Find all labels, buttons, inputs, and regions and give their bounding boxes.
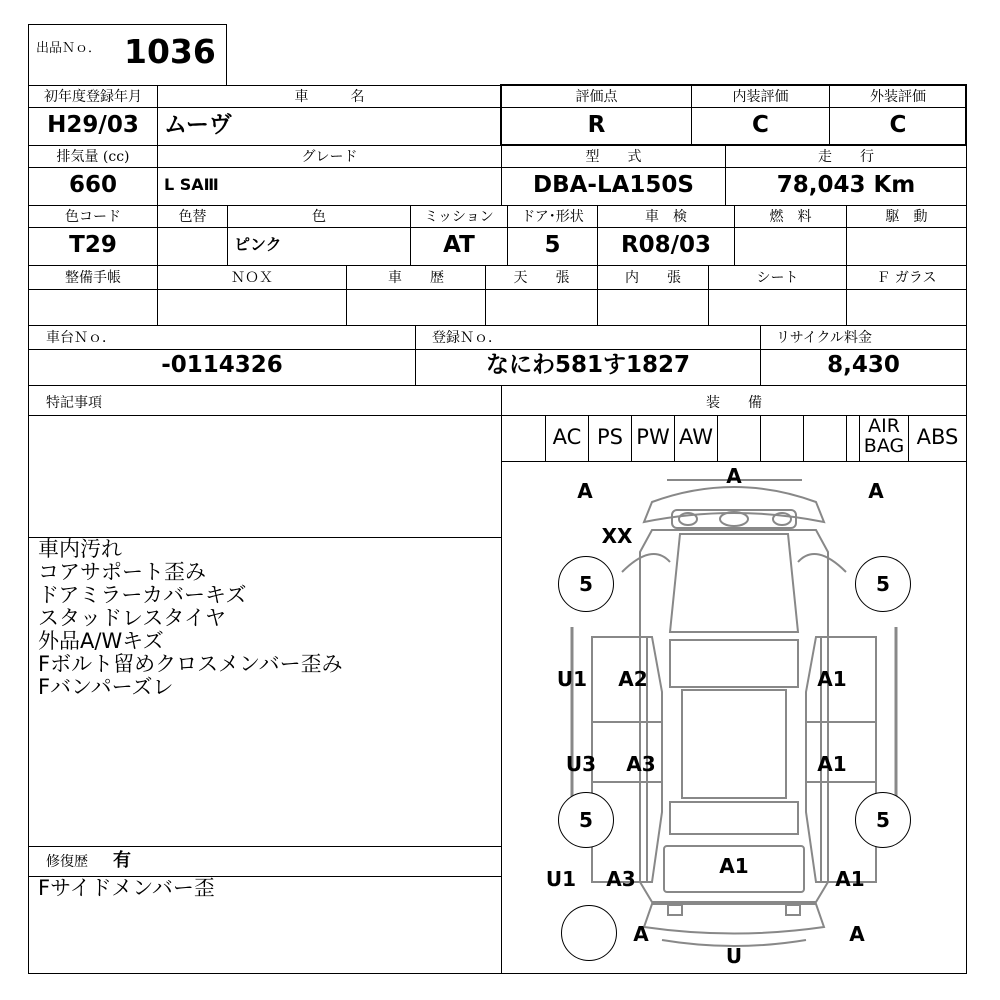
equip-aw: AW	[679, 425, 713, 449]
registration-value: なにわ581す1827	[485, 352, 691, 378]
seat-label: シート	[756, 270, 799, 286]
model-label: 型 式	[585, 149, 642, 165]
mark-hood: XX	[601, 524, 633, 548]
first-registration-value: H29/03	[47, 112, 139, 138]
remark-line: 車内汚れ	[38, 537, 122, 561]
interior-value: C	[752, 112, 769, 138]
remark-line: ドアミラーカバーキズ	[38, 583, 247, 607]
remark-line: コアサポート歪み	[38, 560, 206, 584]
registration-label: 登録Ｎｏ．	[432, 330, 502, 346]
car-name-label: 車 名	[294, 89, 365, 105]
mark-door-front-left: A2	[618, 667, 648, 691]
mission-label: ミッション	[424, 209, 494, 225]
color-code-label: 色コード	[65, 209, 121, 225]
grid-line	[28, 227, 967, 228]
repair-note: Fサイドメンバー歪	[38, 876, 215, 900]
mark-pillar-left: U3	[565, 752, 597, 776]
mark-rear-left-bottom: U1	[545, 867, 577, 891]
tire-spare	[561, 905, 617, 961]
color-label: 色	[312, 209, 326, 225]
exterior-label: 外装評価	[870, 89, 926, 105]
mark-front-right: A	[868, 479, 884, 503]
equip-airbag: AIR BAG	[863, 415, 905, 457]
remark-line: Fボルト留めクロスメンバー歪み	[38, 652, 343, 676]
grid-line	[28, 167, 967, 168]
equip-abs: ABS	[916, 425, 959, 449]
drive-label: 駆 動	[885, 209, 928, 225]
displacement-value: 660	[68, 172, 117, 198]
mark-bumper-right: A	[849, 922, 865, 946]
inner-label: 内 張	[625, 270, 681, 286]
interior-label: 内装評価	[732, 89, 789, 105]
maintenance-label: 整備手帳	[65, 270, 121, 286]
history-label: 車 歴	[388, 270, 444, 286]
car-name-value: ムーヴ	[164, 112, 232, 138]
fuel-label: 燃 料	[769, 209, 812, 225]
recycle-value: 8,430	[827, 352, 900, 378]
chassis-label: 車台Ｎｏ．	[46, 330, 116, 346]
mission-value: AT	[443, 232, 475, 258]
car-diagram	[502, 462, 966, 973]
grid-line	[28, 265, 967, 266]
mark-front-left: A	[577, 479, 593, 503]
grid-line	[28, 415, 967, 416]
equip-pw: PW	[636, 425, 670, 449]
grade-value: L SAⅢ	[164, 175, 219, 194]
nox-label: ＮＯＸ	[231, 270, 273, 286]
recycle-label: リサイクル料金	[776, 330, 873, 346]
grade-label: グレード	[301, 149, 358, 165]
tire-rear-right: 5	[855, 792, 911, 848]
mark-bumper-left: A	[633, 922, 649, 946]
grid-line	[28, 325, 967, 326]
mileage-label: 走 行	[818, 149, 874, 165]
first-registration-label: 初年度登録年月	[44, 89, 142, 105]
grid-line	[760, 415, 761, 461]
remark-line: スタッドレスタイヤ	[38, 606, 226, 630]
mark-door-front-right: A1	[817, 667, 847, 691]
chassis-value: -0114326	[161, 352, 283, 378]
grid-line	[28, 205, 967, 206]
grid-line	[803, 415, 804, 461]
grid-line	[28, 349, 967, 350]
repair-history-value: 有	[113, 850, 131, 871]
grid-line	[717, 415, 718, 461]
exterior-value: C	[889, 112, 907, 138]
mark-rear-right-bottom: A1	[835, 867, 865, 891]
mark-door-rear-right: A1	[817, 752, 847, 776]
score-value: R	[587, 112, 606, 138]
equip-ac: AC	[552, 425, 582, 449]
mileage-value: 78,043 Km	[776, 172, 916, 198]
color-code-value: T29	[69, 232, 117, 258]
mark-door-rear-left: A3	[626, 752, 656, 776]
color-value: ピンク	[234, 235, 282, 254]
mark-fender-left: U1	[556, 667, 588, 691]
door-value: 5	[544, 232, 561, 258]
mark-rear-bumper: U	[725, 944, 743, 968]
remarks-label: 特記事項	[46, 395, 102, 411]
model-value: DBA-LA150S	[533, 172, 694, 198]
equipment-label: 装 備	[706, 395, 762, 411]
remark-line: 外品A/Wキズ	[38, 629, 164, 653]
inspection-value: R08/03	[620, 232, 712, 258]
equip-ps: PS	[597, 425, 623, 449]
remark-line: Fバンパーズレ	[38, 675, 174, 699]
grid-line	[28, 289, 967, 290]
tire-rear-left: 5	[558, 792, 614, 848]
displacement-label: 排気量 (cc)	[56, 149, 130, 165]
mark-roof: A	[726, 464, 742, 488]
tire-front-right: 5	[855, 556, 911, 612]
mark-rear-quarter-left: A3	[606, 867, 636, 891]
color-change-label: 色替	[178, 209, 207, 225]
sunroof-label: 天 張	[513, 270, 570, 286]
mark-trunk: A1	[719, 854, 749, 878]
grid-line	[846, 415, 847, 461]
door-label: ドア･形状	[521, 209, 584, 225]
lot-number-value: 1036	[124, 32, 216, 71]
tire-front-left: 5	[558, 556, 614, 612]
fglass-label: Ｆ ガラス	[876, 270, 937, 286]
lot-number-label: 出品Ｎｏ．	[36, 41, 102, 56]
repair-history-label: 修復歴	[46, 854, 88, 870]
score-label: 評価点	[575, 89, 618, 105]
inspection-label: 車 検	[645, 209, 687, 225]
grid-line	[28, 385, 967, 386]
grid-line	[28, 846, 501, 847]
